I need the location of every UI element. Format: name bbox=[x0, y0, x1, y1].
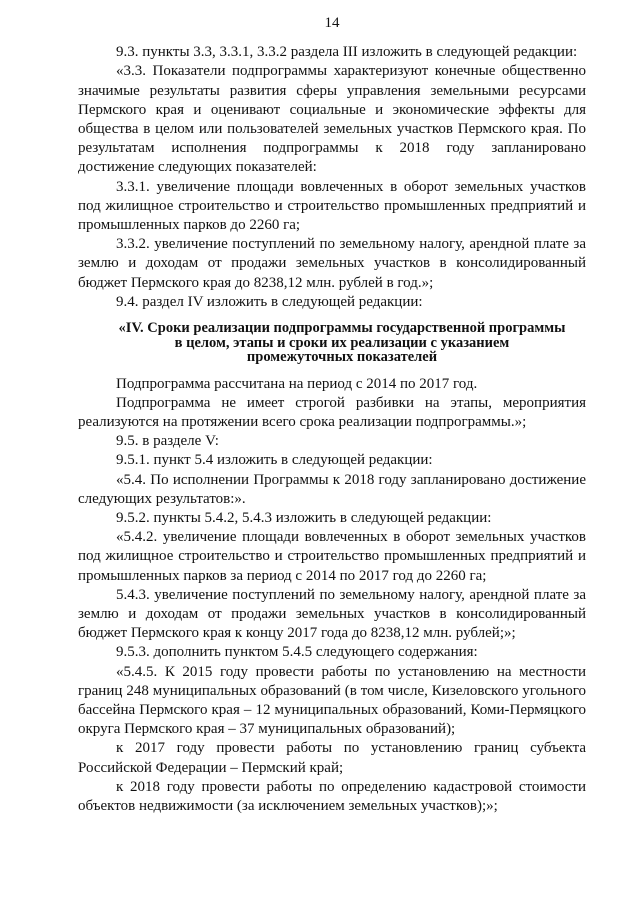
paragraph: «5.4. По исполнении Программы к 2018 году запланировано достижение следующих результатов:». bbox=[78, 471, 586, 507]
paragraph: Подпрограмма не имеет строгой разбивки на этапы, мероприятия реализуются на протяжении всего срока реализации подпрограммы.»; bbox=[78, 394, 586, 430]
paragraph: 9.5.2. пункты 5.4.2, 5.4.3 изложить в следующей редакции: bbox=[116, 509, 492, 526]
paragraph: «5.4.2. увеличение площади вовлеченных в оборот земельных участков под жилищное строительство и строительство промышленных предприятий и промышленных парков за период с 2014 по 2017 год до 2260 га; bbox=[78, 529, 586, 584]
paragraph: 9.3. пункты 3.3, 3.3.1, 3.3.2 раздела III изложить в следующей редакции: bbox=[116, 44, 578, 61]
paragraph: 9.4. раздел IV изложить в следующей редакции: bbox=[116, 293, 423, 310]
paragraph: «5.4.5. К 2015 году провести работы по установлению на местности границ 248 муниципальных образований (в том числе, Кизеловского угольного бассейна Пермского края – 12 муниципальных образований, Коми-Пермяцкого округа Пермского края – 37 муниципальных образований); bbox=[78, 663, 586, 738]
paragraph: 3.3.2. увеличение поступлений по земельному налогу, арендной плате за землю и доходам от продажи земельных участков в консолидированный бюджет Пермского края до 8238,12 млн. рублей в год.»; bbox=[78, 236, 586, 291]
section-heading-line: промежуточных показателей bbox=[246, 349, 438, 366]
document-body bbox=[78, 43, 586, 816]
paragraph: 9.5.3. дополнить пунктом 5.4.5 следующего содержания: bbox=[116, 644, 478, 661]
section-heading bbox=[78, 321, 586, 365]
paragraph: 3.3.1. увеличение площади вовлеченных в оборот земельных участков под жилищное строительство и строительство промышленных предприятий и промышленных парков до 2260 га; bbox=[78, 178, 586, 234]
paragraph: к 2017 году провести работы по установлению границ субъекта Российской Федерации – Пермский край; bbox=[78, 740, 586, 776]
paragraph: 5.4.3. увеличение поступлений по земельному налогу, арендной плате за землю и доходам от продажи земельных участков в консолидированный бюджет Пермского края к концу 2017 года до 8238,12 млн. рублей;»; bbox=[78, 586, 586, 642]
page-number: 14 bbox=[324, 15, 340, 31]
paragraph: 9.5.1. пункт 5.4 изложить в следующей редакции: bbox=[116, 452, 433, 469]
section-heading-line: в целом, этапы и сроки их реализации с указанием bbox=[174, 334, 510, 351]
paragraph: Подпрограмма рассчитана на период с 2014 по 2017 год. bbox=[116, 375, 478, 392]
paragraph: к 2018 году провести работы по определению кадастровой стоимости объектов недвижимости (за исключением земельных участков);»; bbox=[78, 778, 586, 815]
paragraph: «3.3. Показатели подпрограммы характеризуют конечные общественно значимые результаты развития сферы управления земельными ресурсами Пермского края и оценивают социальные и экономические эффекты для общества в целом или пользователей земельных участков Пермского края. По результатам исполнения подпрограммы к 2018 году запланировано достижение следующих показателей: bbox=[78, 63, 586, 176]
section-heading-line: «IV. Сроки реализации подпрограммы государственной программы bbox=[118, 320, 566, 337]
paragraph: 9.5. в разделе V: bbox=[116, 433, 219, 450]
